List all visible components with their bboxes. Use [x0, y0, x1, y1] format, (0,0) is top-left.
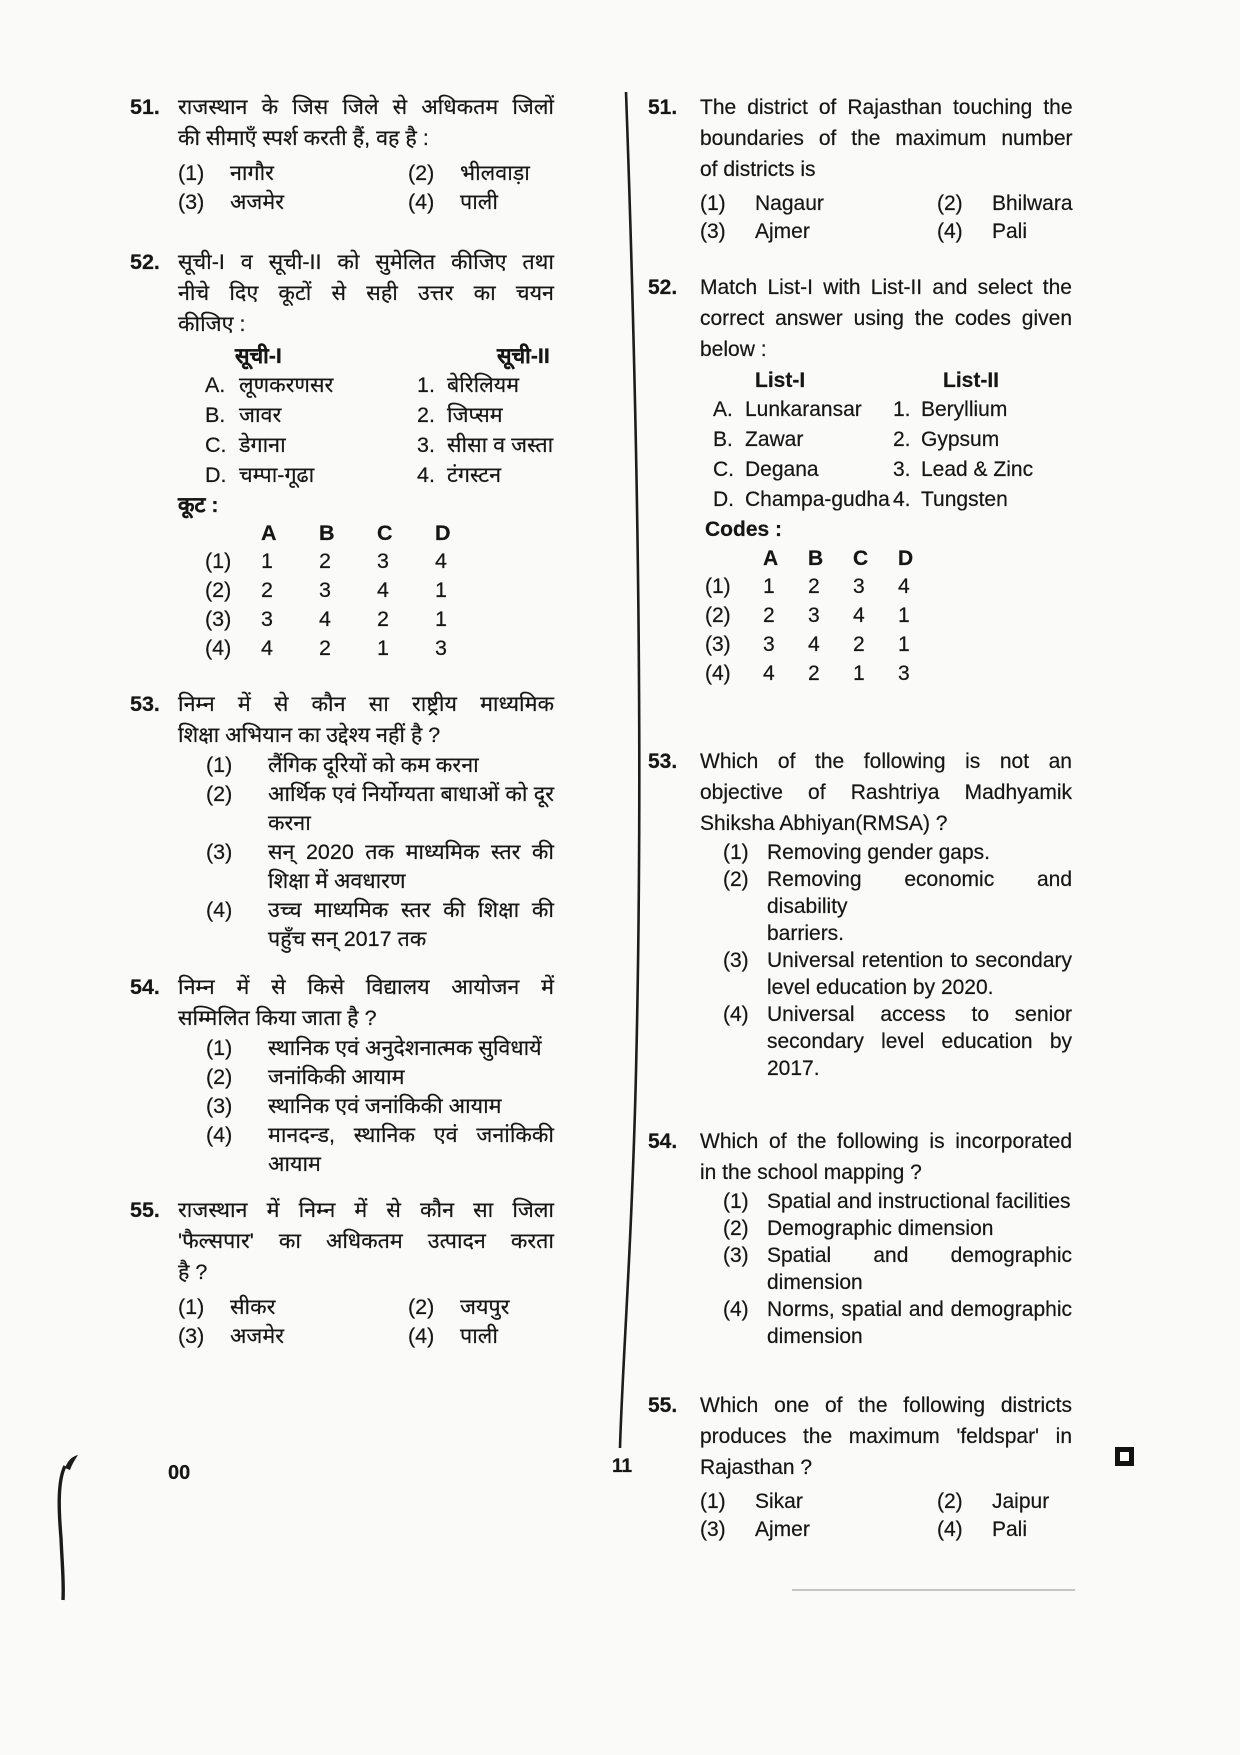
option-label: (4) [723, 1298, 749, 1321]
option-text: अजमेर [230, 190, 285, 214]
question-51-english [648, 92, 1072, 246]
option-text: Universal retention to secondary level education by 2020. [767, 949, 1072, 999]
question-number: 51. [130, 95, 160, 119]
option-text: जनांकिकी आयाम [268, 1065, 405, 1089]
question-number: 54. [648, 1130, 678, 1153]
codes-value: 2 [261, 578, 273, 602]
option-label: (1) [700, 1490, 726, 1513]
question-number: 55. [648, 1394, 678, 1417]
option-row [178, 780, 554, 838]
codes-header-row [700, 545, 1072, 572]
question-number: 53. [130, 692, 160, 716]
match-value: Zawar [745, 428, 804, 451]
match-key: 1. [417, 373, 435, 397]
option-text: पाली [460, 190, 498, 214]
match-value: Lunkaransar [745, 398, 862, 421]
option-grid [700, 190, 1073, 246]
match-row [178, 370, 554, 400]
codes-header-cell: B [808, 547, 824, 570]
option-label: (1) [178, 1295, 205, 1319]
match-value: जिप्सम [447, 403, 503, 427]
codes-header-cell: B [319, 521, 335, 545]
match-value: लूणकरणसर [239, 373, 334, 397]
codes-value: 3 [763, 633, 775, 656]
option-label: (2) [408, 161, 435, 185]
option-label: (1) [700, 192, 726, 215]
question-52-hindi [130, 247, 554, 663]
option-text: लैंगिक दूरियों को कम करना [268, 753, 479, 777]
footer-booklet-code: 00 [168, 1462, 191, 1484]
codes-value: 2 [808, 662, 820, 685]
codes-row-label: (1) [705, 575, 731, 598]
codes-row-label: (2) [705, 604, 731, 627]
question-body [700, 746, 1072, 1082]
match-key: 3. [417, 433, 435, 457]
option-label: (3) [700, 220, 726, 243]
codes-value: 4 [377, 578, 389, 602]
option-label: (2) [723, 1217, 749, 1240]
option-text: Universal access to senior secondary level education by 2017. [767, 1003, 1072, 1080]
match-key: 2. [893, 428, 911, 451]
list-header-row [178, 342, 554, 370]
option-label: (1) [178, 161, 205, 185]
option-label: (4) [206, 898, 233, 922]
option-row [178, 1121, 554, 1179]
codes-value: 1 [261, 549, 273, 573]
codes-row [178, 576, 554, 605]
question-line: correct answer using the codes given [700, 307, 1072, 330]
option-text: Pali [992, 220, 1028, 243]
option-text: उच्च माध्यमिक स्तर की शिक्षा की पहुँच सन् 2017 तक [268, 898, 554, 951]
option-row [700, 1188, 1072, 1215]
question-body [178, 689, 554, 954]
codes-value: 1 [435, 578, 447, 602]
question-55-english [648, 1390, 1072, 1544]
question-line: निम्न में से कौन सा राष्ट्रीय माध्यमिक [178, 692, 554, 716]
list-header: List-II [943, 369, 999, 392]
match-value: चम्पा-गूढा [239, 463, 315, 487]
question-line: boundaries of the maximum number [700, 127, 1073, 150]
option-row [700, 1296, 1072, 1350]
question-line: 'फैल्सपार' का अधिकतम उत्पादन करता [178, 1229, 554, 1253]
option-label: (2) [206, 782, 233, 806]
match-row [178, 430, 554, 460]
option-text: Spatial and demographic dimension [767, 1244, 1072, 1294]
codes-label: Codes : [705, 518, 783, 541]
option-text: Norms, spatial and demographic dimension [767, 1298, 1072, 1348]
option-text: Bhilwara [992, 192, 1073, 215]
codes-row [700, 659, 1072, 688]
codes-header-cell: C [377, 521, 393, 545]
question-number: 51. [648, 96, 678, 119]
question-body [700, 1390, 1072, 1544]
codes-value: 2 [808, 575, 820, 598]
option-label: (4) [937, 1518, 963, 1541]
question-53-english [648, 746, 1072, 1082]
codes-value: 3 [898, 662, 910, 685]
option-grid [178, 1293, 554, 1351]
option-label: (2) [408, 1295, 435, 1319]
match-row [700, 485, 1072, 515]
question-line: नीचे दिए कूटों से सही उत्तर का चयन [178, 281, 554, 305]
question-line: कीजिए : [178, 312, 246, 336]
codes-value: 2 [319, 636, 331, 660]
question-line: निम्न में से किसे विद्यालय आयोजन में [178, 975, 554, 999]
match-value: Degana [745, 458, 819, 481]
match-value: टंगस्टन [447, 463, 502, 487]
match-key: 4. [417, 463, 435, 487]
match-value: Gypsum [921, 428, 1000, 451]
question-line: produces the maximum 'feldspar' in [700, 1425, 1072, 1448]
option-text: नागौर [230, 161, 274, 185]
match-row [700, 425, 1072, 455]
option-row [700, 1215, 1072, 1242]
match-key: 4. [893, 488, 911, 511]
codes-value: 2 [319, 549, 331, 573]
option-text: अजमेर [230, 1324, 285, 1348]
option-label: (4) [937, 220, 963, 243]
match-value: डेगाना [239, 433, 286, 457]
option-label: (1) [206, 753, 233, 777]
match-row [700, 395, 1072, 425]
question-55-hindi [130, 1195, 554, 1351]
match-value: बेरिलियम [447, 373, 520, 397]
codes-row [700, 601, 1072, 630]
match-key: B. [205, 403, 226, 427]
question-body [700, 1126, 1072, 1350]
codes-value: 2 [377, 607, 389, 631]
question-line: below : [700, 338, 767, 361]
question-body [178, 1195, 554, 1351]
question-line: objective of Rashtriya Madhyamik [700, 781, 1072, 804]
match-value: सीसा व जस्ता [447, 433, 554, 457]
match-value: जावर [239, 403, 282, 427]
question-number: 55. [130, 1198, 160, 1222]
question-line: Which one of the following districts [700, 1394, 1072, 1417]
option-row [700, 1001, 1072, 1082]
option-label: (2) [206, 1065, 233, 1089]
question-51-hindi [130, 92, 554, 217]
question-body [178, 247, 554, 663]
option-label: (3) [206, 840, 233, 864]
option-text: Removing economic and disability barriers. [767, 868, 1072, 945]
option-label: (3) [206, 1094, 233, 1118]
codes-header-cell: A [763, 547, 779, 570]
option-text: Ajmer [755, 220, 810, 243]
option-label: (2) [723, 868, 749, 891]
question-line: Rajasthan ? [700, 1456, 813, 1479]
list-header-row [700, 367, 1072, 395]
codes-row-label: (4) [205, 636, 232, 660]
option-text: मानदन्ड, स्थानिक एवं जनांकिकी आयाम [268, 1123, 554, 1176]
codes-value: 2 [853, 633, 865, 656]
end-of-section-square-icon [1115, 1447, 1134, 1466]
question-53-hindi [130, 689, 554, 954]
question-body [700, 92, 1073, 246]
question-number: 54. [130, 975, 160, 999]
codes-value: 3 [435, 636, 447, 660]
option-row [700, 866, 1072, 947]
codes-header-cell: C [853, 547, 869, 570]
option-row [178, 1034, 554, 1063]
codes-value: 3 [377, 549, 389, 573]
list-header: सूची-I [235, 344, 282, 368]
codes-value: 1 [763, 575, 775, 598]
match-key: C. [713, 458, 734, 481]
question-number: 53. [648, 750, 678, 773]
question-line: The district of Rajasthan touching the [700, 96, 1073, 119]
question-line: राजस्थान में निम्न में से कौन सा जिला [178, 1198, 554, 1222]
match-key: 3. [893, 458, 911, 481]
question-54-english [648, 1126, 1072, 1350]
option-row [178, 751, 554, 780]
codes-row-label: (1) [205, 549, 232, 573]
option-text: जयपुर [460, 1295, 510, 1319]
option-text: Sikar [755, 1490, 803, 1513]
match-key: B. [713, 428, 733, 451]
option-label: (2) [937, 192, 963, 215]
codes-row-label: (3) [705, 633, 731, 656]
codes-value: 1 [435, 607, 447, 631]
option-text: स्थानिक एवं अनुदेशनात्मक सुविधायें [268, 1036, 542, 1060]
codes-header-cell: A [261, 521, 277, 545]
codes-value: 4 [435, 549, 447, 573]
match-key: C. [205, 433, 227, 457]
question-52-english [648, 272, 1072, 688]
question-line: in the school mapping ? [700, 1161, 922, 1184]
option-label: (1) [723, 841, 749, 864]
match-key: A. [205, 373, 226, 397]
option-row [700, 1242, 1072, 1296]
option-label: (3) [178, 1324, 205, 1348]
bottom-rule [792, 1589, 1075, 1591]
codes-value: 2 [763, 604, 775, 627]
match-value: Beryllium [921, 398, 1008, 421]
codes-row-label: (2) [205, 578, 232, 602]
question-54-hindi [130, 972, 554, 1179]
option-row [178, 1092, 554, 1121]
codes-value: 1 [898, 604, 910, 627]
codes-value: 1 [853, 662, 865, 685]
option-label: (4) [408, 190, 435, 214]
match-row [700, 455, 1072, 485]
codes-value: 4 [261, 636, 273, 660]
codes-row [700, 630, 1072, 659]
codes-header-row [178, 520, 554, 547]
option-label: (1) [206, 1036, 233, 1060]
question-number: 52. [648, 276, 678, 299]
codes-value: 1 [377, 636, 389, 660]
codes-row-label: (3) [205, 607, 232, 631]
codes-header-cell: D [435, 521, 451, 545]
codes-row-label: (4) [705, 662, 731, 685]
codes-value: 4 [808, 633, 820, 656]
question-line: सूची-I व सूची-II को सुमेलित कीजिए तथा [178, 250, 554, 274]
codes-value: 1 [898, 633, 910, 656]
codes-header-cell: D [898, 547, 914, 570]
match-key: 2. [417, 403, 435, 427]
codes-row [178, 634, 554, 663]
option-text: स्थानिक एवं जनांकिकी आयाम [268, 1094, 502, 1118]
option-grid [700, 1488, 1072, 1544]
codes-label: कूट : [178, 493, 219, 517]
option-label: (4) [723, 1003, 749, 1026]
option-text: Ajmer [755, 1518, 810, 1541]
match-value: Tungsten [921, 488, 1008, 511]
question-line: राजस्थान के जिस जिले से अधिकतम जिलों [178, 95, 554, 119]
question-line: Which of the following is incorporated [700, 1130, 1072, 1153]
match-row [178, 460, 554, 490]
question-line: सम्मिलित किया जाता है ? [178, 1006, 377, 1030]
english-column [648, 92, 1072, 1544]
question-body [178, 92, 554, 217]
option-text: Pali [992, 1518, 1028, 1541]
list-header: सूची-II [497, 344, 550, 368]
question-line: of districts is [700, 158, 816, 181]
option-row [700, 947, 1072, 1001]
question-line: Which of the following is not an [700, 750, 1072, 773]
question-body [700, 272, 1072, 688]
codes-row [178, 547, 554, 576]
option-label: (4) [408, 1324, 435, 1348]
option-grid [178, 159, 554, 217]
option-row [700, 839, 1072, 866]
option-text: भीलवाड़ा [460, 161, 530, 185]
question-number: 52. [130, 250, 160, 274]
match-key: 1. [893, 398, 911, 421]
codes-value: 3 [319, 578, 331, 602]
option-row [178, 1063, 554, 1092]
match-key: D. [713, 488, 734, 511]
codes-value: 4 [898, 575, 910, 598]
option-row [178, 896, 554, 954]
option-text: Jaipur [992, 1490, 1050, 1513]
option-text: सन् 2020 तक माध्यमिक स्तर की शिक्षा में अवधारण [268, 840, 554, 893]
option-text: Spatial and instructional facilities [767, 1190, 1071, 1213]
option-label: (3) [723, 949, 749, 972]
option-label: (1) [723, 1190, 749, 1213]
codes-row [178, 605, 554, 634]
question-line: की सीमाएँ स्पर्श करती हैं, वह है : [178, 126, 429, 150]
question-line: Match List-I with List-II and select the [700, 276, 1072, 299]
option-row [178, 838, 554, 896]
match-value: Champa-gudha [745, 488, 890, 511]
option-label: (3) [700, 1518, 726, 1541]
match-value: Lead & Zinc [921, 458, 1034, 481]
hindi-column [130, 92, 554, 1351]
option-text: पाली [460, 1324, 498, 1348]
option-text: Demographic dimension [767, 1217, 994, 1240]
match-key: A. [713, 398, 733, 421]
option-text: आर्थिक एवं निर्योग्यता बाधाओं को दूर करना [268, 782, 554, 835]
codes-value: 3 [261, 607, 273, 631]
option-label: (4) [206, 1123, 233, 1147]
option-text: Removing gender gaps. [767, 841, 990, 864]
match-key: D. [205, 463, 227, 487]
question-body [178, 972, 554, 1179]
option-text: सीकर [230, 1295, 276, 1319]
option-label: (2) [937, 1490, 963, 1513]
option-text: Nagaur [755, 192, 824, 215]
codes-value: 4 [319, 607, 331, 631]
codes-row [700, 572, 1072, 601]
question-line: शिक्षा अभियान का उद्देश्य नहीं है ? [178, 723, 441, 747]
pen-mark-icon [46, 1452, 86, 1604]
list-header: List-I [755, 369, 806, 392]
codes-value: 4 [853, 604, 865, 627]
option-label: (3) [723, 1244, 749, 1267]
codes-value: 4 [763, 662, 775, 685]
question-line: है ? [178, 1260, 208, 1284]
codes-value: 3 [808, 604, 820, 627]
match-row [178, 400, 554, 430]
option-label: (3) [178, 190, 205, 214]
codes-value: 3 [853, 575, 865, 598]
question-line: Shiksha Abhiyan(RMSA) ? [700, 812, 948, 835]
footer-page-number: 11 [612, 1456, 633, 1477]
